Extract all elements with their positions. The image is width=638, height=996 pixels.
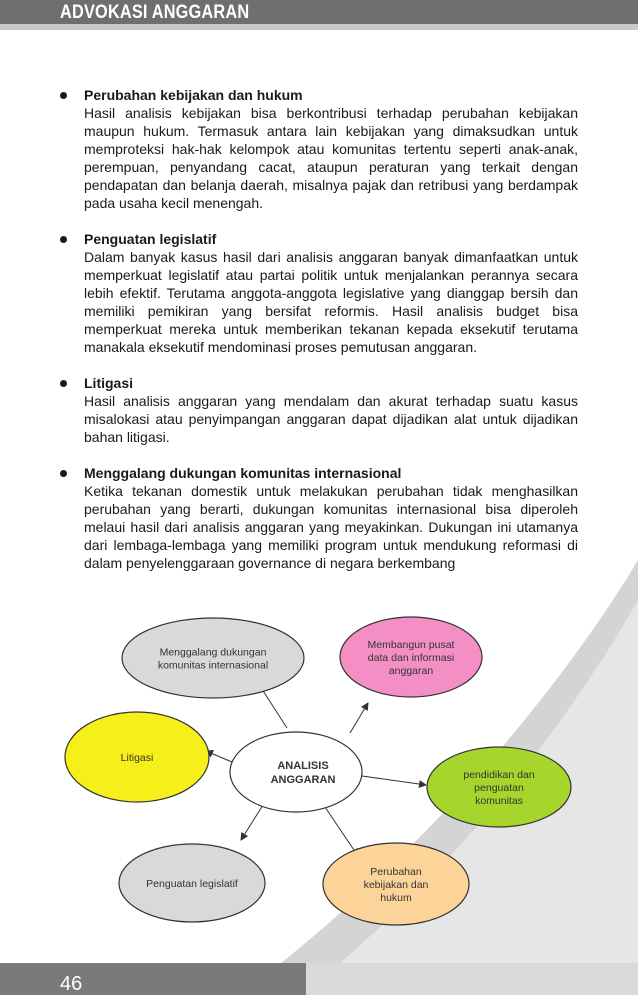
arrow-litigasi — [206, 751, 232, 762]
node-pusat-data — [340, 617, 482, 697]
section-komunitas-internasional — [60, 464, 578, 572]
bullet-icon — [60, 470, 67, 477]
footer-bar-light — [306, 963, 638, 995]
node-internasional — [122, 618, 304, 698]
page-body — [60, 86, 578, 590]
section-title: Menggalang dukungan komunitas internasional — [84, 465, 402, 481]
node-legislatif — [119, 844, 265, 922]
header-underline — [0, 24, 638, 30]
node-label-line: Menggalang dukungan — [159, 646, 267, 659]
node-label-line: anggaran — [388, 665, 434, 677]
section-penguatan-legislatif — [60, 230, 578, 356]
node-label-line: komunitas — [475, 795, 523, 807]
center-label-line2: ANGGARAN — [270, 774, 336, 786]
bullet-icon — [60, 92, 67, 99]
arrow-perubahan — [325, 807, 358, 856]
bullet-icon — [60, 236, 67, 243]
arrow-pendidikan — [362, 776, 426, 785]
node-label-line: Membangun pusat — [367, 639, 455, 651]
node-label-line: komunitas internasional — [157, 659, 269, 672]
section-body: Ketika tekanan domestik untuk melakukan perubahan tidak menghasilkan perubahan yang berarti, dukungan komunitas internasional bisa diperoleh melaui hasil dari analisis anggaran yang meyakinkan. Dukungan ini utamanya dari lembaga-lembaga yang memiliki program untuk mendukung reformasi di dalam penyelenggaraan governance di negara berkembang — [84, 483, 578, 571]
center-ellipse — [230, 732, 362, 812]
bullet-icon — [60, 380, 67, 387]
running-header-title: ADVOKASI ANGGARAN — [60, 2, 250, 23]
node-perubahan — [323, 843, 469, 925]
section-litigasi — [60, 374, 578, 446]
node-label-line: kebijakan dan — [363, 879, 429, 891]
node-label-line: pendidikan dan — [463, 769, 535, 781]
section-perubahan-kebijakan — [60, 86, 578, 212]
center-label-line1: ANALISIS — [277, 760, 329, 772]
section-title: Perubahan kebijakan dan hukum — [84, 87, 303, 103]
node-pendidikan — [427, 747, 571, 827]
mind-map-diagram — [0, 600, 638, 940]
section-title: Penguatan legislatif — [84, 231, 217, 247]
arrow-pusat-data — [350, 703, 368, 733]
section-body: Dalam banyak kasus hasil dari analisis anggaran banyak dimanfaatkan untuk memperkuat legislatif atau partai politik untuk menjalankan perannya secara lebih efektif. Terutama anggota-anggota legislative yang dianggap bersih dan memiliki pemikiran yang bersifat reformis. Hasil analisis budget bisa memperkuat mereka untuk memberikan tekanan kepada eksekutif terutama manakala eksekutif mendominasi proses pemutusan anggaran. — [84, 249, 578, 355]
node-label-line: Perubahan — [370, 866, 422, 878]
node-label-line: Litigasi — [120, 752, 154, 764]
footer-bar — [0, 963, 306, 995]
section-body: Hasil analisis anggaran yang mendalam dan akurat terhadap suatu kasus misalokasi atau penyimpangan anggaran dapat dijadikan alat untuk dijadikan bahan litigasi. — [84, 393, 578, 445]
center-node — [230, 732, 362, 812]
node-litigasi — [65, 712, 209, 802]
node-label-line: penguatan — [474, 782, 524, 794]
node-label-line: Penguatan legislatif — [146, 878, 238, 890]
section-body: Hasil analisis kebijakan bisa berkontribusi terhadap perubahan kebijakan maupun hukum. Termasuk antara lain kebijakan yang dimaksudkan untuk memproteksi hak-hak kelompok atau komunitas tertentu seperti anak-anak, perempuan, penyandang cacat, ataupun peraturan yang terkait dengan pendapatan dan belanja daerah, misalnya pajak dan retribusi yang berdampak pada usaha kecil menengah. — [84, 105, 578, 211]
page-number: 46 — [60, 973, 83, 995]
node-label-line: hukum — [380, 892, 412, 904]
section-title: Litigasi — [84, 375, 134, 391]
node-label-line: data dan informasi — [367, 652, 455, 664]
arrow-legislatif — [241, 805, 263, 840]
